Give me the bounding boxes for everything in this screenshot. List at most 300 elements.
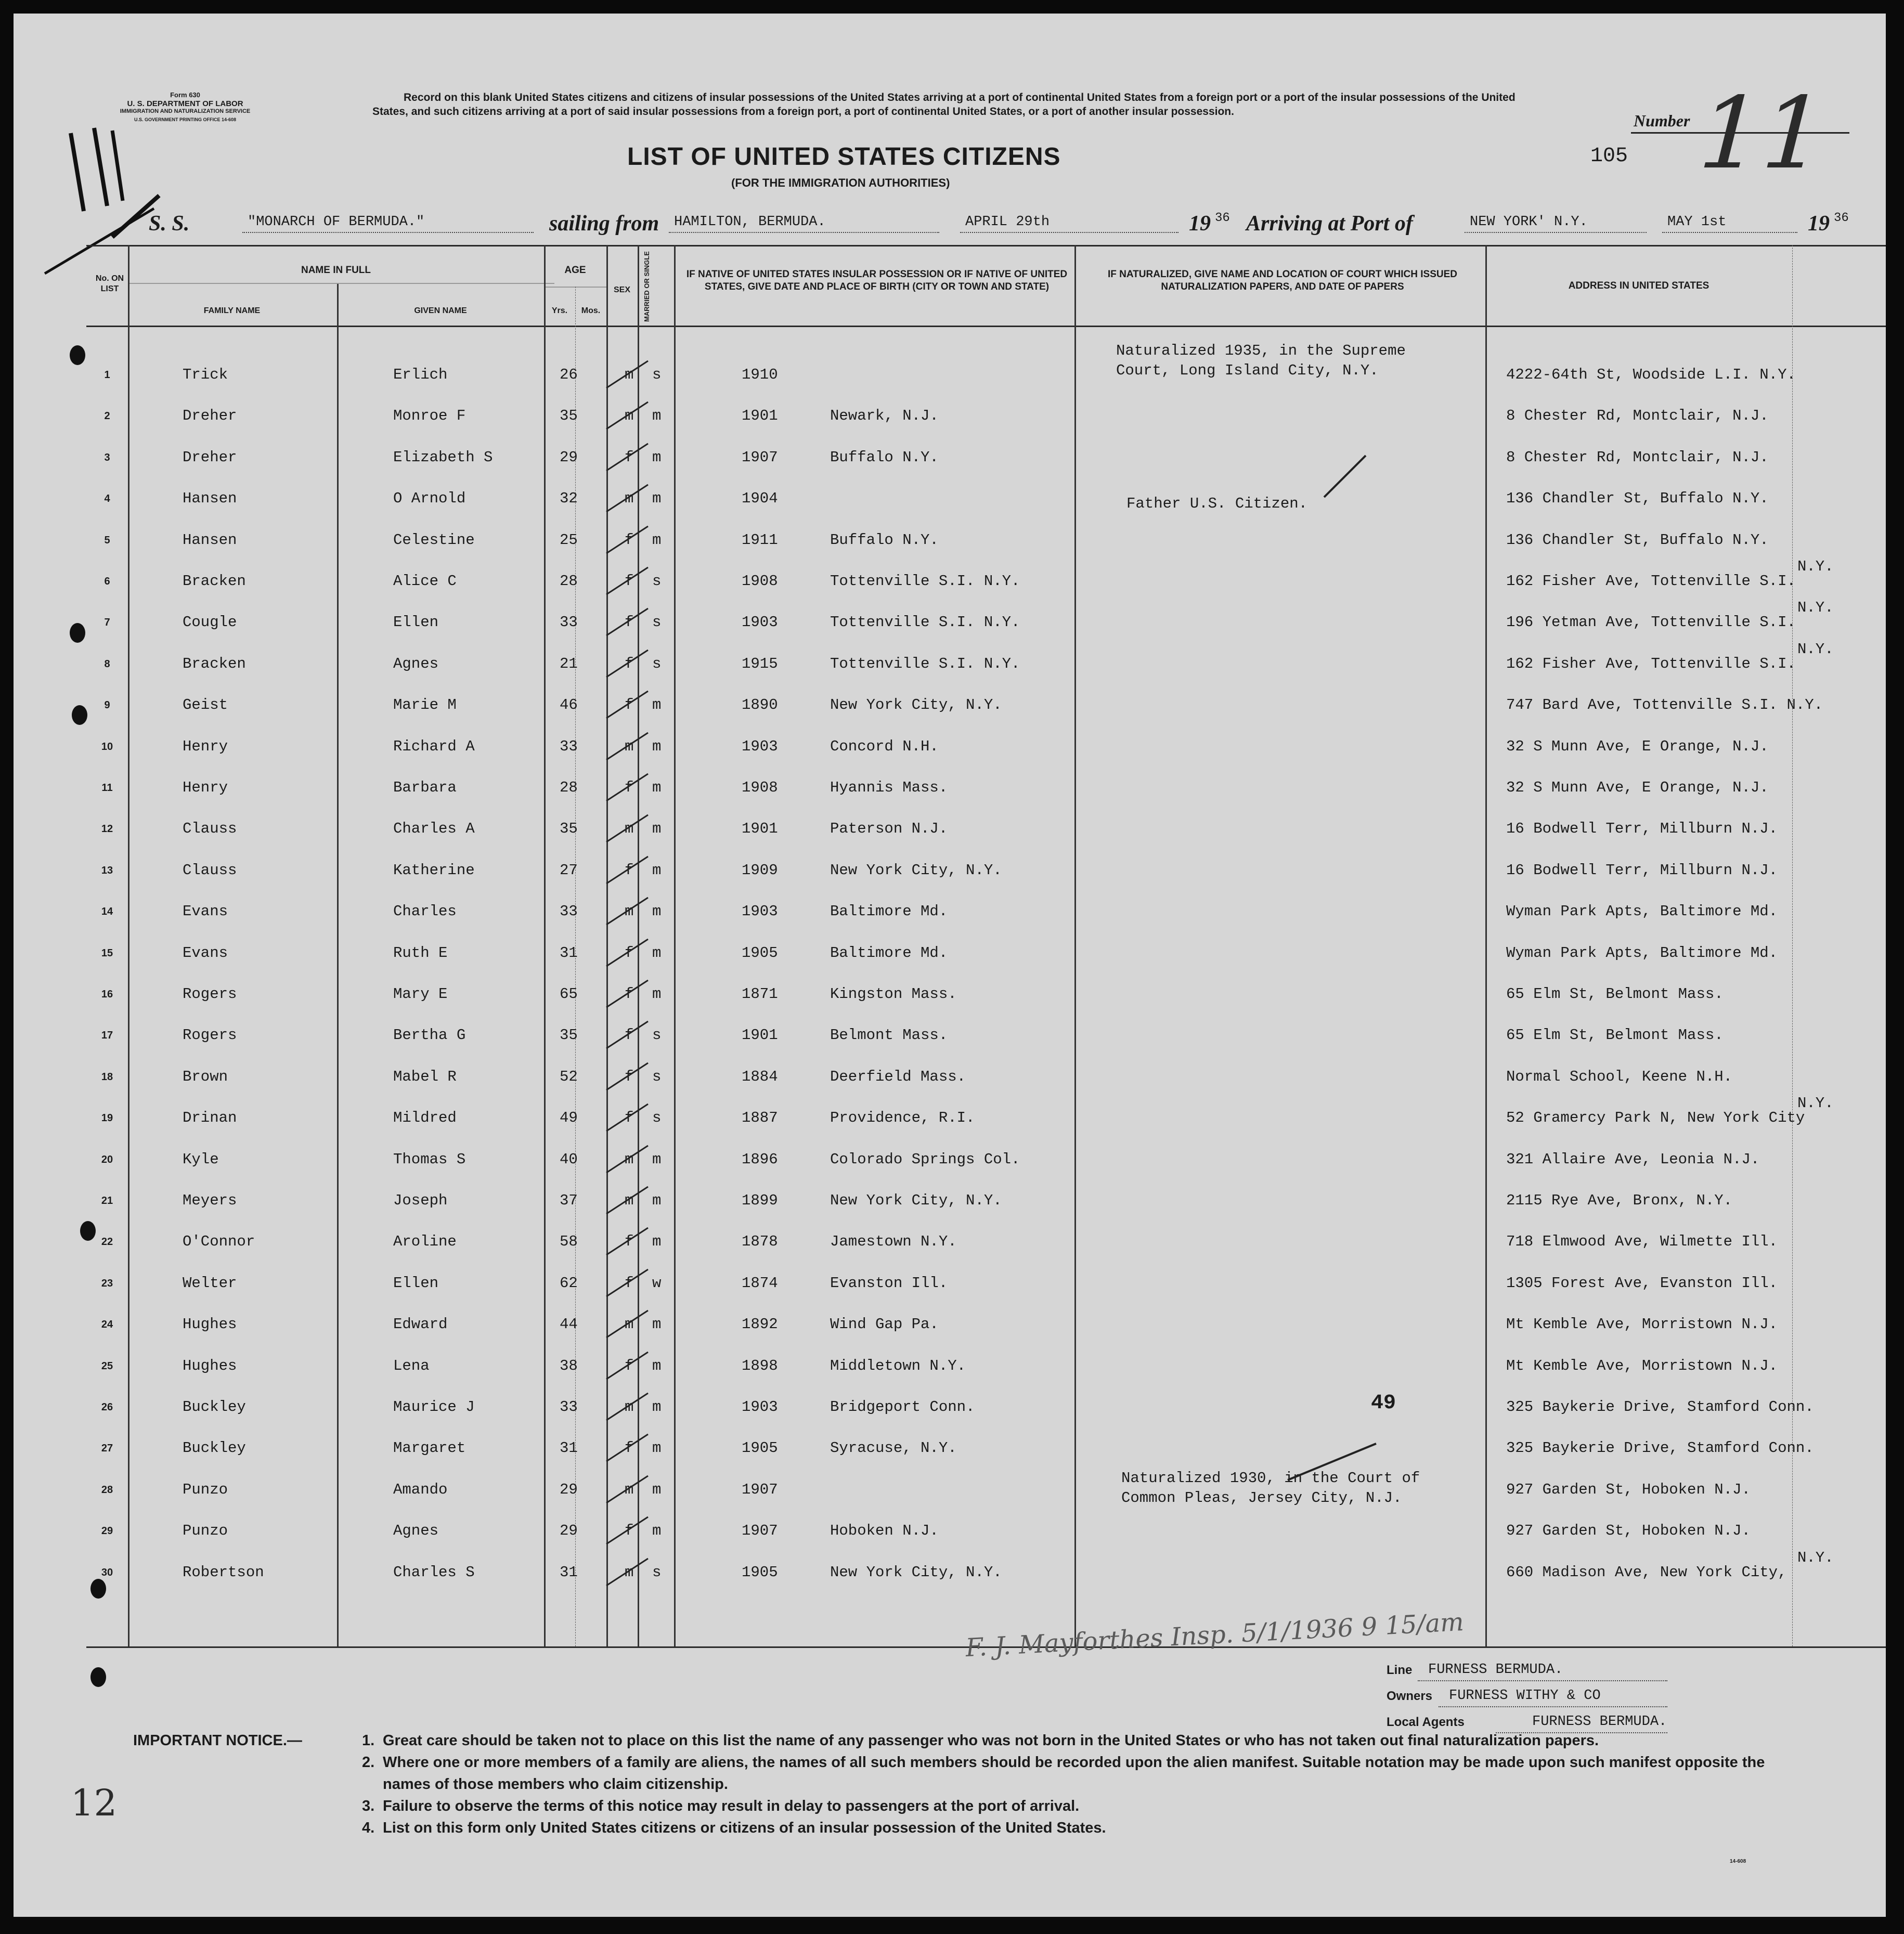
table-row bbox=[14, 522, 1886, 564]
cell-given: Margaret bbox=[393, 1439, 466, 1457]
cell-age: 44 bbox=[560, 1316, 578, 1333]
cell-no: 2 bbox=[104, 410, 110, 422]
header-family-name: FAMILY NAME bbox=[203, 306, 261, 315]
cell-age: 33 bbox=[560, 1398, 578, 1416]
cell-family: Punzo bbox=[183, 1522, 228, 1539]
check-strokes bbox=[1314, 445, 1376, 508]
check-strokes bbox=[1283, 1438, 1387, 1490]
table-row bbox=[14, 770, 1886, 811]
cell-year: 1905 bbox=[742, 1564, 778, 1581]
cell-family: Robertson bbox=[183, 1564, 264, 1581]
cell-age: 26 bbox=[560, 366, 578, 383]
cell-no: 26 bbox=[101, 1401, 113, 1413]
cell-place: Hoboken N.J. bbox=[830, 1522, 939, 1539]
cell-given: Mabel R bbox=[393, 1068, 457, 1085]
header-birth: IF NATIVE OF UNITED STATES INSULAR POSSESSION OR IF NATIVE OF UNITED STATES, GIVE DATE AND PLACE OF BIRTH (CITY OR TOWN AND STATE) bbox=[686, 269, 1068, 292]
cell-family: Henry bbox=[183, 738, 228, 755]
cell-year: 1901 bbox=[742, 1027, 778, 1044]
table-row bbox=[14, 852, 1886, 894]
header-given-name: GIVEN NAME bbox=[414, 306, 467, 315]
cell-sex: m bbox=[625, 738, 634, 755]
cell-family: Hughes bbox=[183, 1316, 237, 1333]
cell-age: 31 bbox=[560, 1564, 578, 1581]
cell-sex: f bbox=[625, 862, 634, 879]
cell-given: Charles S bbox=[393, 1564, 475, 1581]
check-mark bbox=[601, 357, 653, 393]
cell-address-overflow: N.Y. bbox=[1797, 1095, 1834, 1112]
table-row bbox=[14, 558, 1886, 605]
cell-ms: m bbox=[652, 779, 662, 796]
cell-given: Edward bbox=[393, 1316, 448, 1333]
cell-sex: f bbox=[625, 779, 634, 796]
check-mark bbox=[601, 522, 653, 559]
check-mark bbox=[601, 729, 653, 765]
cell-place: Colorado Springs Col. bbox=[830, 1151, 1020, 1168]
cell-family: Bracken bbox=[183, 573, 246, 590]
cell-address: 325 Baykerie Drive, Stamford Conn. bbox=[1506, 1439, 1814, 1457]
cell-place: Baltimore Md. bbox=[830, 944, 948, 962]
cell-address: 162 Fisher Ave, Tottenville S.I. bbox=[1506, 655, 1796, 672]
cell-ms: m bbox=[652, 1233, 662, 1250]
cell-year: 1903 bbox=[742, 1398, 778, 1416]
year-1: 36 bbox=[1215, 211, 1230, 225]
cell-year: 1907 bbox=[742, 1481, 778, 1498]
cell-place: New York City, N.Y. bbox=[830, 862, 1002, 879]
cell-no: 8 bbox=[104, 658, 110, 670]
arriving-label: Arriving at Port of bbox=[1246, 212, 1413, 236]
bottom-print-code: 14-608 bbox=[1730, 1859, 1746, 1864]
table-row bbox=[14, 729, 1886, 770]
cell-family: Clauss bbox=[183, 820, 237, 837]
check-mark bbox=[601, 1265, 653, 1302]
cell-year: 1887 bbox=[742, 1109, 778, 1126]
cell-ms: m bbox=[652, 1481, 662, 1498]
cell-no: 17 bbox=[101, 1030, 113, 1041]
cell-age: 21 bbox=[560, 655, 578, 672]
cell-ms: s bbox=[652, 1564, 662, 1581]
cell-year: 1901 bbox=[742, 820, 778, 837]
notice-item-text: Failure to observe the terms of this notice may result in delay to passengers at the port of arrival. bbox=[383, 1798, 1080, 1815]
notice-item-number: 1. bbox=[362, 1732, 375, 1749]
cell-place: Wind Gap Pa. bbox=[830, 1316, 939, 1333]
cell-given: Charles A bbox=[393, 820, 475, 837]
cell-sex: m bbox=[625, 903, 634, 920]
cell-age: 28 bbox=[560, 573, 578, 590]
cell-sex: f bbox=[625, 531, 634, 549]
cell-family: Cougle bbox=[183, 614, 237, 631]
cell-family: Dreher bbox=[183, 407, 237, 424]
cell-given: Lena bbox=[393, 1357, 430, 1374]
cell-year: 1911 bbox=[742, 531, 778, 549]
cell-address: 747 Bard Ave, Tottenville S.I. N.Y. bbox=[1506, 696, 1823, 713]
naturalization-note-27-line2: Common Pleas, Jersey City, N.J. bbox=[1121, 1489, 1402, 1507]
cell-ms: m bbox=[652, 1316, 662, 1333]
cell-address-overflow: N.Y. bbox=[1797, 599, 1834, 616]
cell-place: Paterson N.J. bbox=[830, 820, 948, 837]
cell-given: Elizabeth S bbox=[393, 449, 493, 466]
table-row bbox=[14, 1017, 1886, 1059]
cell-sex: f bbox=[625, 1275, 634, 1292]
cell-place: Evanston Ill. bbox=[830, 1275, 948, 1292]
service: IMMIGRATION AND NATURALIZATION SERVICE bbox=[120, 108, 251, 115]
cell-sex: f bbox=[625, 944, 634, 962]
cell-no: 3 bbox=[104, 452, 110, 463]
form-number: Form 630 bbox=[170, 91, 200, 99]
cell-family: Evans bbox=[183, 944, 228, 962]
cell-age: 33 bbox=[560, 903, 578, 920]
cell-family: Hansen bbox=[183, 490, 237, 507]
cell-family: Geist bbox=[183, 696, 228, 713]
owners-label: Owners bbox=[1387, 1689, 1433, 1703]
cell-year: 1890 bbox=[742, 696, 778, 713]
cell-ms: m bbox=[652, 1192, 662, 1209]
cell-ms: s bbox=[652, 1027, 662, 1044]
cell-no: 10 bbox=[101, 741, 113, 752]
table-row bbox=[14, 1265, 1886, 1307]
check-mark bbox=[601, 893, 653, 930]
punch-hole bbox=[90, 1667, 106, 1687]
cell-year: 1898 bbox=[742, 1357, 778, 1374]
table-row bbox=[14, 599, 1886, 646]
cell-family: Buckley bbox=[183, 1439, 246, 1457]
cell-age: 65 bbox=[560, 985, 578, 1003]
cell-sex: m bbox=[625, 1316, 634, 1333]
cell-place: Syracuse, N.Y. bbox=[830, 1439, 957, 1457]
cell-address: 8 Chester Rd, Montclair, N.J. bbox=[1506, 407, 1769, 424]
cell-address-overflow: N.Y. bbox=[1797, 558, 1834, 575]
cell-ms: m bbox=[652, 531, 662, 549]
table-row bbox=[14, 398, 1886, 439]
cell-age: 62 bbox=[560, 1275, 578, 1292]
naturalization-note-1-line2: Court, Long Island City, N.Y. bbox=[1116, 361, 1379, 379]
cell-age: 29 bbox=[560, 1481, 578, 1498]
check-mark bbox=[601, 1100, 653, 1136]
cell-no: 28 bbox=[101, 1484, 113, 1496]
cell-no: 29 bbox=[101, 1525, 113, 1537]
table-row bbox=[14, 1549, 1886, 1596]
cell-ms: m bbox=[652, 1357, 662, 1374]
cell-year: 1910 bbox=[742, 366, 778, 383]
cell-ms: m bbox=[652, 985, 662, 1003]
cell-year: 1905 bbox=[742, 1439, 778, 1457]
table-row bbox=[14, 439, 1886, 481]
inspector-signature: F. J. Mayforthes Insp. 5/1/1936 9 15/am bbox=[965, 1607, 1465, 1663]
table-row bbox=[14, 1224, 1886, 1265]
cell-address: 65 Elm St, Belmont Mass. bbox=[1506, 1027, 1724, 1044]
number-label: Number bbox=[1634, 111, 1690, 130]
table-row bbox=[14, 1348, 1886, 1390]
cell-no: 24 bbox=[101, 1319, 113, 1330]
cell-family: Bracken bbox=[183, 655, 246, 672]
check-mark bbox=[601, 852, 653, 889]
cell-family: Kyle bbox=[183, 1151, 219, 1168]
notice-item-text: List on this form only United States citizens or citizens of an insular possession of the United States. bbox=[383, 1820, 1106, 1837]
header-naturalized: IF NATURALIZED, GIVE NAME AND LOCATION OF COURT WHICH ISSUED NATURALIZATION PAPERS, AND DATE OF PAPERS bbox=[1107, 269, 1457, 292]
check-mark bbox=[601, 1554, 653, 1591]
cell-sex: f bbox=[625, 1357, 634, 1374]
check-mark bbox=[601, 1224, 653, 1260]
table-row bbox=[14, 976, 1886, 1018]
year-label-1: 19 bbox=[1189, 212, 1211, 236]
cell-sex: m bbox=[625, 366, 634, 383]
table-row bbox=[14, 1306, 1886, 1348]
cell-sex: f bbox=[625, 614, 634, 631]
cell-given: Maurice J bbox=[393, 1398, 475, 1416]
cell-sex: f bbox=[625, 449, 634, 466]
table-row bbox=[14, 1513, 1886, 1554]
cell-sex: f bbox=[625, 1027, 634, 1044]
cell-ms: m bbox=[652, 490, 662, 507]
cell-address: 65 Elm St, Belmont Mass. bbox=[1506, 985, 1724, 1003]
cell-year: 1904 bbox=[742, 490, 778, 507]
table-row bbox=[14, 893, 1886, 935]
notice-heading: IMPORTANT NOTICE.— bbox=[133, 1732, 302, 1749]
cell-age: 33 bbox=[560, 614, 578, 631]
cell-year: 1899 bbox=[742, 1192, 778, 1209]
cell-place: Newark, N.J. bbox=[830, 407, 939, 424]
manifest-sheet bbox=[14, 14, 1886, 1917]
cell-given: Agnes bbox=[393, 655, 439, 672]
cell-given: Amando bbox=[393, 1481, 448, 1498]
departure-date: APRIL 29th bbox=[965, 214, 1050, 230]
cell-sex: f bbox=[625, 985, 634, 1003]
cell-ms: m bbox=[652, 1398, 662, 1416]
cell-place: New York City, N.Y. bbox=[830, 1564, 1002, 1581]
cell-family: Buckley bbox=[183, 1398, 246, 1416]
cell-place: Middletown N.Y. bbox=[830, 1357, 966, 1374]
table-row bbox=[14, 1389, 1886, 1431]
cell-ms: m bbox=[652, 407, 662, 424]
cell-year: 1915 bbox=[742, 655, 778, 672]
cell-address: 32 S Munn Ave, E Orange, N.J. bbox=[1506, 779, 1769, 796]
table-row bbox=[14, 811, 1886, 852]
arrival-port: NEW YORK' N.Y. bbox=[1470, 214, 1588, 230]
departure-port: HAMILTON, BERMUDA. bbox=[674, 214, 826, 230]
check-mark bbox=[601, 1017, 653, 1054]
cell-sex: m bbox=[625, 1192, 634, 1209]
cell-given: Richard A bbox=[393, 738, 475, 755]
cell-place: Deerfield Mass. bbox=[830, 1068, 966, 1085]
check-mark bbox=[601, 770, 653, 806]
year-label-2: 19 bbox=[1808, 212, 1830, 236]
cell-given: Katherine bbox=[393, 862, 475, 879]
cell-place: Hyannis Mass. bbox=[830, 779, 948, 796]
cell-year: 1907 bbox=[742, 449, 778, 466]
cell-age: 31 bbox=[560, 944, 578, 962]
cell-no: 25 bbox=[101, 1360, 113, 1372]
cell-year: 1896 bbox=[742, 1151, 778, 1168]
notice-list bbox=[362, 1730, 1797, 1839]
line-label: Line bbox=[1387, 1663, 1413, 1677]
cell-address: 136 Chandler St, Buffalo N.Y. bbox=[1506, 490, 1769, 507]
cell-no: 9 bbox=[104, 699, 110, 711]
cell-no: 27 bbox=[101, 1443, 113, 1454]
cell-ms: s bbox=[652, 573, 662, 590]
cell-age: 37 bbox=[560, 1192, 578, 1209]
header-sex: SEX bbox=[613, 285, 630, 294]
check-mark bbox=[601, 1306, 653, 1343]
check-mark bbox=[601, 1513, 653, 1549]
cell-sex: f bbox=[625, 573, 634, 590]
check-mark bbox=[601, 398, 653, 434]
cell-given: Mildred bbox=[393, 1109, 457, 1126]
cell-address: 52 Gramercy Park N, New York City bbox=[1506, 1109, 1805, 1126]
cell-no: 15 bbox=[101, 947, 113, 959]
check-mark bbox=[601, 646, 653, 682]
cell-age: 35 bbox=[560, 1027, 578, 1044]
owners-value: FURNESS WITHY & CO bbox=[1449, 1688, 1601, 1704]
cell-age: 49 bbox=[560, 1109, 578, 1126]
cell-address: 325 Baykerie Drive, Stamford Conn. bbox=[1506, 1398, 1814, 1416]
cell-place: Tottenville S.I. N.Y. bbox=[830, 655, 1020, 672]
table-row bbox=[14, 641, 1886, 687]
voyage-line bbox=[118, 211, 1849, 242]
header-years: Yrs. bbox=[551, 306, 568, 315]
cell-address: 162 Fisher Ave, Tottenville S.I. bbox=[1506, 573, 1796, 590]
cell-given: Barbara bbox=[393, 779, 457, 796]
cell-ms: m bbox=[652, 738, 662, 755]
cell-age: 52 bbox=[560, 1068, 578, 1085]
cell-ms: m bbox=[652, 1439, 662, 1457]
cell-given: Agnes bbox=[393, 1522, 439, 1539]
check-mark bbox=[601, 1059, 653, 1095]
name-header-rule bbox=[128, 283, 554, 284]
cell-address: 927 Garden St, Hoboken N.J. bbox=[1506, 1481, 1751, 1498]
cell-ms: s bbox=[652, 614, 662, 631]
cell-age: 46 bbox=[560, 696, 578, 713]
cell-sex: f bbox=[625, 1109, 634, 1126]
cell-year: 1901 bbox=[742, 407, 778, 424]
cell-year: 1909 bbox=[742, 862, 778, 879]
sailing-from-label: sailing from bbox=[549, 212, 659, 236]
cell-given: Marie M bbox=[393, 696, 457, 713]
check-mark bbox=[601, 1389, 653, 1425]
cell-given: Celestine bbox=[393, 531, 475, 549]
cell-given: Ellen bbox=[393, 614, 439, 631]
check-mark bbox=[601, 1183, 653, 1219]
cell-sex: m bbox=[625, 490, 634, 507]
page-title: LIST OF UNITED STATES CITIZENS bbox=[627, 143, 1061, 171]
check-mark bbox=[601, 687, 653, 723]
cell-family: Trick bbox=[183, 366, 228, 383]
cell-ms: m bbox=[652, 820, 662, 837]
cell-place: Jamestown N.Y. bbox=[830, 1233, 957, 1250]
page-subtitle: (FOR THE IMMIGRATION AUTHORITIES) bbox=[731, 176, 950, 189]
notice-item bbox=[362, 1817, 1797, 1839]
cell-place: Buffalo N.Y. bbox=[830, 531, 939, 549]
margin-note: 12 bbox=[71, 1782, 118, 1824]
cell-given: Joseph bbox=[393, 1192, 448, 1209]
cell-address: 927 Garden St, Hoboken N.J. bbox=[1506, 1522, 1751, 1539]
header-months: Mos. bbox=[581, 306, 601, 315]
header-age: AGE bbox=[564, 265, 586, 276]
cell-ms: m bbox=[652, 1151, 662, 1168]
cell-no: 22 bbox=[101, 1236, 113, 1248]
cell-given: Alice C bbox=[393, 573, 457, 590]
cell-ms: m bbox=[652, 696, 662, 713]
cell-address: 32 S Munn Ave, E Orange, N.J. bbox=[1506, 738, 1769, 755]
cell-address: 196 Yetman Ave, Tottenville S.I. bbox=[1506, 614, 1796, 631]
year-2: 36 bbox=[1834, 211, 1849, 225]
naturalization-note-4: Father U.S. Citizen. bbox=[1126, 495, 1308, 512]
cell-address: 16 Bodwell Terr, Millburn N.J. bbox=[1506, 862, 1778, 879]
table-row bbox=[14, 1095, 1886, 1141]
cell-no: 16 bbox=[101, 989, 113, 1000]
cell-family: Punzo bbox=[183, 1481, 228, 1498]
cell-year: 1892 bbox=[742, 1316, 778, 1333]
cell-no: 7 bbox=[104, 617, 110, 628]
cell-sex: m bbox=[625, 1398, 634, 1416]
cell-age: 33 bbox=[560, 738, 578, 755]
ship-name: "MONARCH OF BERMUDA." bbox=[248, 214, 425, 230]
notice-item-text: Great care should be taken not to place on this list the name of any passenger who was not born in the United States or who has not taken out final naturalization papers. bbox=[383, 1732, 1599, 1749]
cell-family: Brown bbox=[183, 1068, 228, 1085]
cell-age: 29 bbox=[560, 1522, 578, 1539]
cell-sex: m bbox=[625, 1481, 634, 1498]
notice-item-text: Where one or more members of a family are aliens, the names of all such members should be recorded upon the alien manifest. Suitable notation may be made upon such manifest opposite the names of those members who claim citizenship. bbox=[383, 1754, 1765, 1793]
cell-ms: m bbox=[652, 944, 662, 962]
table-row bbox=[14, 687, 1886, 729]
cell-family: Rogers bbox=[183, 985, 237, 1003]
cell-place: Baltimore Md. bbox=[830, 903, 948, 920]
cell-ms: s bbox=[652, 655, 662, 672]
cell-year: 1884 bbox=[742, 1068, 778, 1085]
cell-no: 18 bbox=[101, 1071, 113, 1083]
cell-family: Hughes bbox=[183, 1357, 237, 1374]
stamp-49: 49 bbox=[1371, 1392, 1396, 1415]
cell-year: 1874 bbox=[742, 1275, 778, 1292]
cell-family: Welter bbox=[183, 1275, 237, 1292]
local-agents-value: FURNESS BERMUDA. bbox=[1532, 1714, 1667, 1730]
check-mark bbox=[601, 1472, 653, 1508]
cell-address: 1305 Forest Ave, Evanston Ill. bbox=[1506, 1275, 1778, 1292]
cell-address: 718 Elmwood Ave, Wilmette Ill. bbox=[1506, 1233, 1778, 1250]
cell-year: 1907 bbox=[742, 1522, 778, 1539]
cell-sex: f bbox=[625, 655, 634, 672]
cell-no: 19 bbox=[101, 1112, 113, 1124]
cell-family: Meyers bbox=[183, 1192, 237, 1209]
cell-age: 25 bbox=[560, 531, 578, 549]
check-mark bbox=[601, 1141, 653, 1178]
cell-year: 1903 bbox=[742, 903, 778, 920]
cell-place: Concord N.H. bbox=[830, 738, 939, 755]
check-mark bbox=[601, 976, 653, 1013]
cell-age: 38 bbox=[560, 1357, 578, 1374]
cell-given: Thomas S bbox=[393, 1151, 466, 1168]
cell-address: Wyman Park Apts, Baltimore Md. bbox=[1506, 944, 1778, 962]
cell-given: Erlich bbox=[393, 366, 448, 383]
cell-given: O Arnold bbox=[393, 490, 466, 507]
naturalization-note-27-line1: Naturalized 1930, in the Court of bbox=[1121, 1470, 1420, 1487]
cell-ms: m bbox=[652, 449, 662, 466]
cell-place: Belmont Mass. bbox=[830, 1027, 948, 1044]
cell-place: Tottenville S.I. N.Y. bbox=[830, 614, 1020, 631]
cell-sex: f bbox=[625, 1233, 634, 1250]
cell-age: 35 bbox=[560, 820, 578, 837]
cell-no: 11 bbox=[101, 782, 113, 794]
cell-address-overflow: N.Y. bbox=[1797, 641, 1834, 658]
cell-family: Drinan bbox=[183, 1109, 237, 1126]
cell-year: 1908 bbox=[742, 573, 778, 590]
cell-family: Henry bbox=[183, 779, 228, 796]
cell-address: Wyman Park Apts, Baltimore Md. bbox=[1506, 903, 1778, 920]
cell-age: 58 bbox=[560, 1233, 578, 1250]
cell-ms: m bbox=[652, 903, 662, 920]
cell-year: 1908 bbox=[742, 779, 778, 796]
arrival-date: MAY 1st bbox=[1667, 214, 1727, 230]
cell-no: 20 bbox=[101, 1154, 113, 1165]
table-row bbox=[14, 1183, 1886, 1224]
